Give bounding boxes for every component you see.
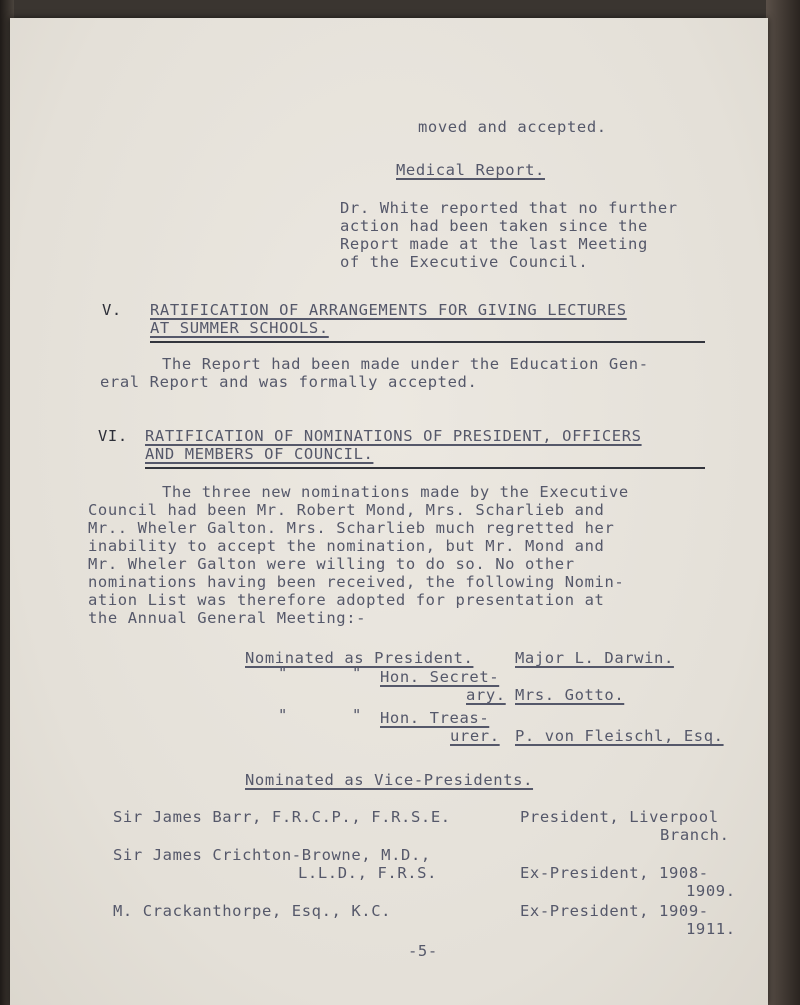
treasurer-label-line-2: urer. xyxy=(450,727,500,745)
medical-report-heading: Medical Report. xyxy=(396,161,545,179)
section-vi-body-line-3: Mr.. Wheler Galton. Mrs. Scharlieb much regretted her xyxy=(88,519,615,537)
section-v-heading-rule xyxy=(150,341,705,343)
vp-1-role-line-2: Branch. xyxy=(660,826,730,844)
section-vi-number: VI. xyxy=(98,427,128,445)
section-vi-body-line-6: nominations having been received, the following Nomin- xyxy=(88,573,625,591)
page-number: -5- xyxy=(408,942,438,960)
section-vi-body-line-2: Council had been Mr. Robert Mond, Mrs. Scharlieb and xyxy=(88,501,605,519)
section-vi-body-line-4: inability to accept the nomination, but Mr. Mond and xyxy=(88,537,605,555)
vp-2-role-line-1: Ex-President, 1908- xyxy=(520,864,709,882)
section-vi-heading-line-2: AND MEMBERS OF COUNCIL. xyxy=(145,445,374,463)
medical-line-2: action had been taken since the xyxy=(340,217,648,235)
section-vi-heading-line-1: RATIFICATION OF NOMINATIONS OF PRESIDENT, OFFICERS xyxy=(145,427,642,445)
section-v-number: V. xyxy=(102,301,122,319)
section-v-body-line-1: The Report had been made under the Education Gen- xyxy=(162,355,649,373)
secretary-ditto-1: " xyxy=(278,664,288,682)
section-vi-body-line-7: ation List was therefore adopted for presentation at xyxy=(88,591,605,609)
treasurer-ditto-2: " xyxy=(352,706,362,724)
secretary-label-line-2: ary. xyxy=(466,686,506,704)
document-page xyxy=(10,18,768,1005)
moved-accepted-line: moved and accepted. xyxy=(418,118,607,136)
medical-line-4: of the Executive Council. xyxy=(340,253,589,271)
vp-2-name-line-2: L.L.D., F.R.S. xyxy=(298,864,438,882)
secretary-ditto-2: " xyxy=(352,664,362,682)
medical-line-3: Report made at the last Meeting xyxy=(340,235,648,253)
vp-2-role-line-2: 1909. xyxy=(686,882,736,900)
vp-3-name-line-1: M. Crackanthorpe, Esq., K.C. xyxy=(113,902,392,920)
vp-1-name-line-1: Sir James Barr, F.R.C.P., F.R.S.E. xyxy=(113,808,451,826)
section-vi-body-line-5: Mr. Wheler Galton were willing to do so. No other xyxy=(88,555,575,573)
scan-edge-right xyxy=(766,0,800,1005)
nominated-president-label: Nominated as President. xyxy=(245,649,474,667)
section-vi-body-line-1: The three new nominations made by the Executive xyxy=(162,483,629,501)
medical-line-1: Dr. White reported that no further xyxy=(340,199,678,217)
treasurer-name: P. von Fleischl, Esq. xyxy=(515,727,724,745)
treasurer-ditto-1: " xyxy=(278,706,288,724)
section-vi-heading-rule xyxy=(145,467,705,469)
vp-3-role-line-1: Ex-President, 1909- xyxy=(520,902,709,920)
section-v-heading-line-2: AT SUMMER SCHOOLS. xyxy=(150,319,329,337)
vp-3-role-line-2: 1911. xyxy=(686,920,736,938)
secretary-name: Mrs. Gotto. xyxy=(515,686,625,704)
treasurer-label-line-1: Hon. Treas- xyxy=(380,709,490,727)
secretary-label-line-1: Hon. Secret- xyxy=(380,668,500,686)
president-name: Major L. Darwin. xyxy=(515,649,674,667)
vice-presidents-heading: Nominated as Vice-Presidents. xyxy=(245,771,534,789)
vp-1-role-line-1: President, Liverpool xyxy=(520,808,719,826)
section-vi-body-line-8: the Annual General Meeting:- xyxy=(88,609,367,627)
section-v-heading-line-1: RATIFICATION OF ARRANGEMENTS FOR GIVING LECTURES xyxy=(150,301,627,319)
section-v-body-line-2: eral Report and was formally accepted. xyxy=(100,373,478,391)
vp-2-name-line-1: Sir James Crichton-Browne, M.D., xyxy=(113,846,431,864)
